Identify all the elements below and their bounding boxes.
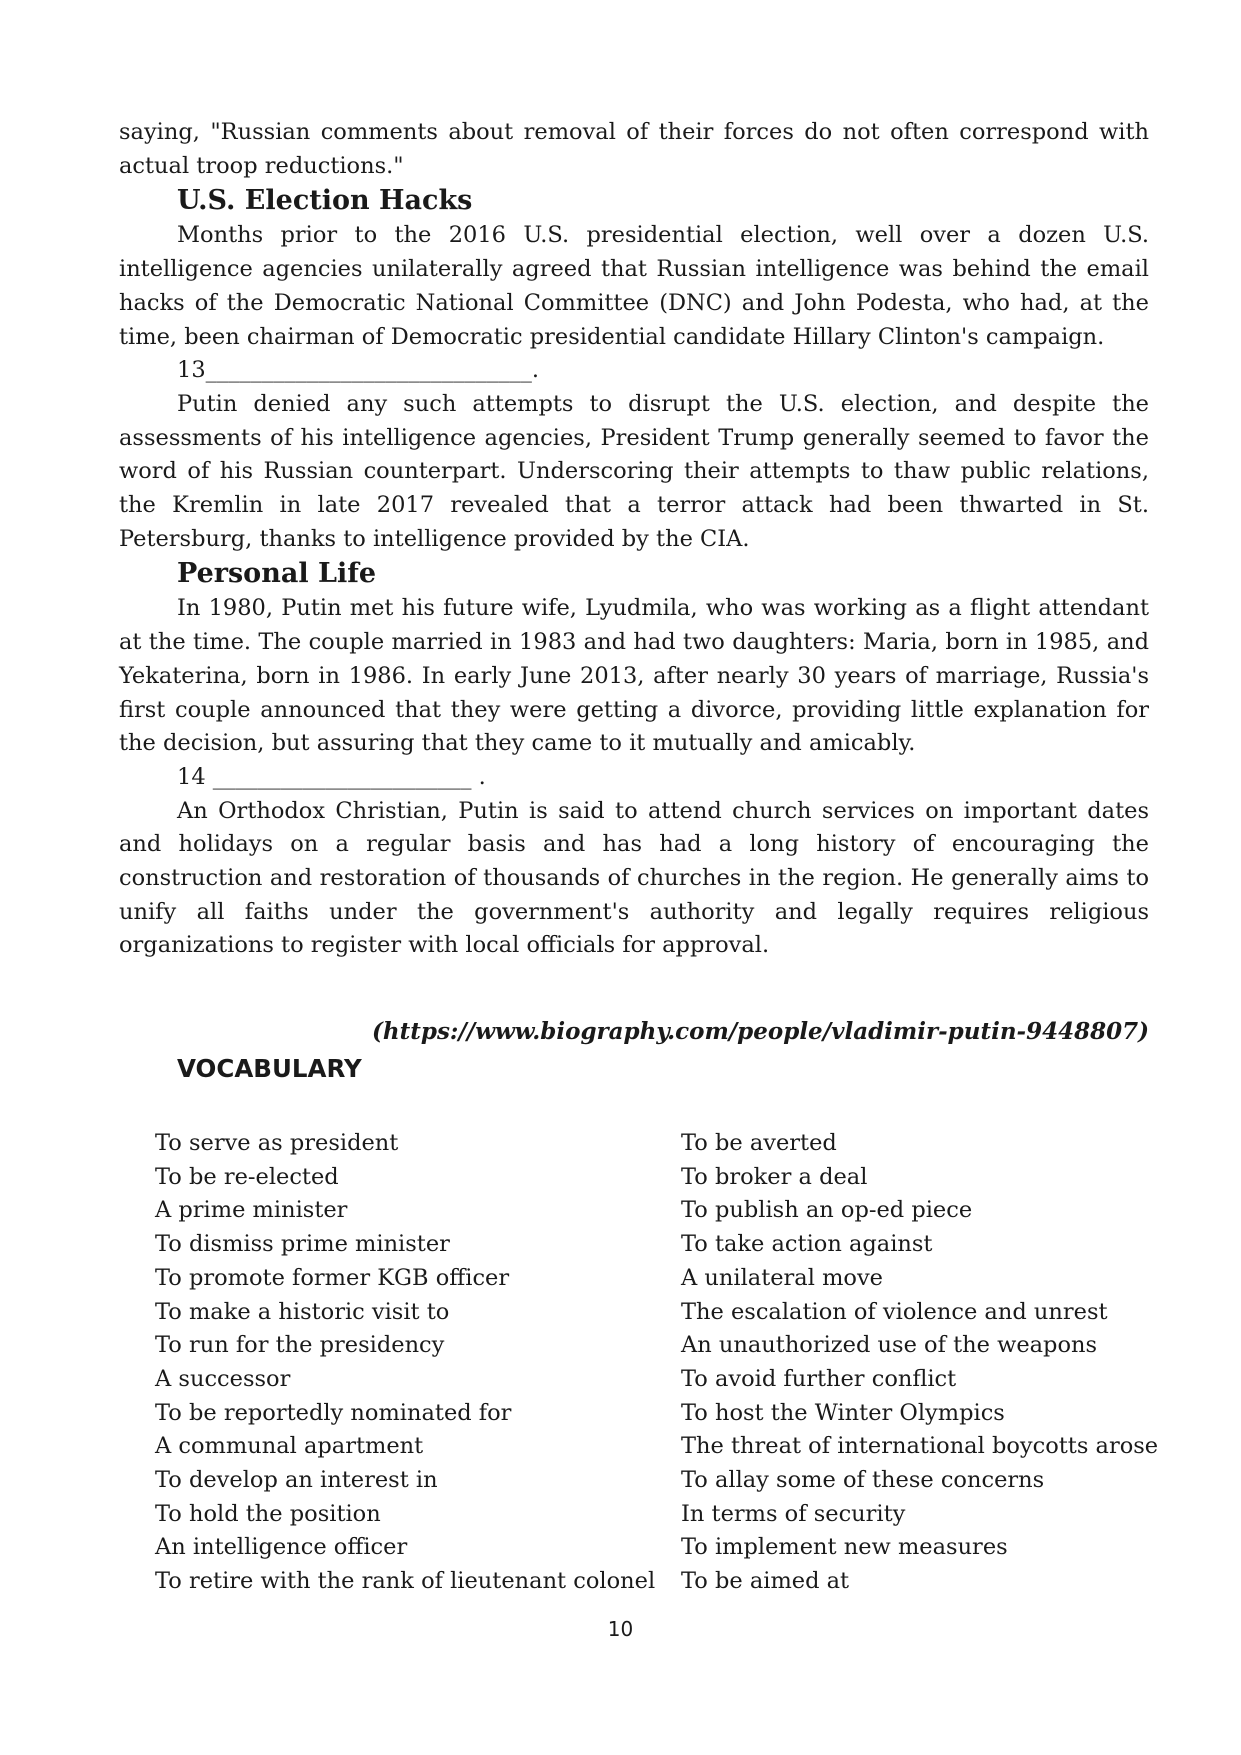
vocabulary-item: To run for the presidency [155, 1332, 445, 1359]
paragraph-personal-life: In 1980, Putin met his future wife, Lyudmila, who was working as a flight attendant at the time. The couple married in 1983 and had two daughters: Maria, born in 1985, and Yekaterina, born in 1986. In early June 2013, after nearly 30 years of marriage, Russia's first couple announced that they were getting a divorce, providing little explanation for the decision, but assuring that they came to it mutually and amicably. [119, 595, 1149, 757]
vocabulary-item: To be re-elected [155, 1163, 339, 1190]
source-citation: (https://www.biography.com/people/vladimir-putin-9448807) [372, 1018, 1149, 1045]
paragraph-putin-denied: Putin denied any such attempts to disrupt the U.S. election, and despite the assessments of his intelligence agencies, President Trump generally seemed to favor the word of his Russian counterpart. Underscoring their attempts to thaw public relations, the Kremlin in late 2017 revealed that a terror attack had been thwarted in St. Petersburg, thanks to intelligence provided by the CIA. [119, 390, 1149, 552]
vocabulary-item: In terms of security [681, 1500, 906, 1527]
vocabulary-item: An unauthorized use of the weapons [681, 1332, 1098, 1359]
vocabulary-item: To make a historic visit to [155, 1298, 450, 1325]
vocabulary-item: To publish an op-ed piece [681, 1197, 973, 1224]
vocabulary-item: To implement new measures [681, 1534, 1008, 1561]
heading-election-hacks: U.S. Election Hacks [177, 185, 473, 217]
vocabulary-item: A communal apartment [155, 1433, 424, 1460]
vocabulary-list-right [681, 1127, 1158, 1599]
body-text [119, 116, 1149, 963]
fill-in-blank-13: 13_____________________________. [177, 357, 540, 384]
vocabulary-item: To serve as president [155, 1130, 399, 1156]
fill-in-blank-14: 14 _______________________ . [177, 763, 486, 790]
vocabulary-item: To allay some of these concerns [681, 1467, 1045, 1494]
vocabulary-item: To be aimed at [681, 1568, 850, 1595]
vocabulary-item: To broker a deal [681, 1163, 868, 1190]
vocabulary-item: The escalation of violence and unrest [681, 1298, 1108, 1325]
vocabulary-item: To hold the position [155, 1500, 381, 1527]
vocabulary-item: To be averted [681, 1130, 837, 1156]
vocabulary-item: An intelligence officer [155, 1534, 408, 1561]
vocabulary-item: To develop an interest in [155, 1467, 438, 1494]
vocabulary-item: To be reportedly nominated for [155, 1399, 512, 1426]
vocabulary-item: A unilateral move [681, 1264, 883, 1291]
paragraph-intro: saying, "Russian comments about removal of their forces do not often correspond with actual troop reductions." [119, 119, 1149, 179]
vocabulary-item: A prime minister [155, 1197, 348, 1224]
paragraph-election: Months prior to the 2016 U.S. presidential election, well over a dozen U.S. intelligence agencies unilaterally agreed that Russian intelligence was behind the email hacks of the Democratic National Committee (DNC) and John Podesta, who had, at the time, been chairman of Democratic presidential candidate Hillary Clinton's campaign. [119, 222, 1149, 350]
heading-personal-life: Personal Life [177, 558, 377, 590]
vocabulary-item: To promote former KGB officer [155, 1264, 510, 1291]
vocabulary-item: To take action against [681, 1231, 933, 1258]
vocabulary-list-left [155, 1127, 655, 1599]
vocabulary-item: A successor [155, 1365, 291, 1392]
vocabulary-item: To retire with the rank of lieutenant colonel [155, 1568, 656, 1595]
vocabulary-heading: VOCABULARY [177, 1054, 362, 1083]
vocabulary-item: To dismiss prime minister [155, 1231, 450, 1258]
vocabulary-item: To host the Winter Olympics [681, 1399, 1005, 1426]
paragraph-orthodox: An Orthodox Christian, Putin is said to attend church services on important dates and holidays on a regular basis and has had a long history of encouraging the construction and restoration of thousands of churches in the region. He generally aims to unify all faiths under the government's authority and legally requires religious organizations to register with local officials for approval. [119, 797, 1149, 959]
vocabulary-item: To avoid further conflict [681, 1365, 957, 1392]
vocabulary-item: The threat of international boycotts arose [681, 1433, 1159, 1460]
page-number: 10 [607, 1617, 634, 1641]
